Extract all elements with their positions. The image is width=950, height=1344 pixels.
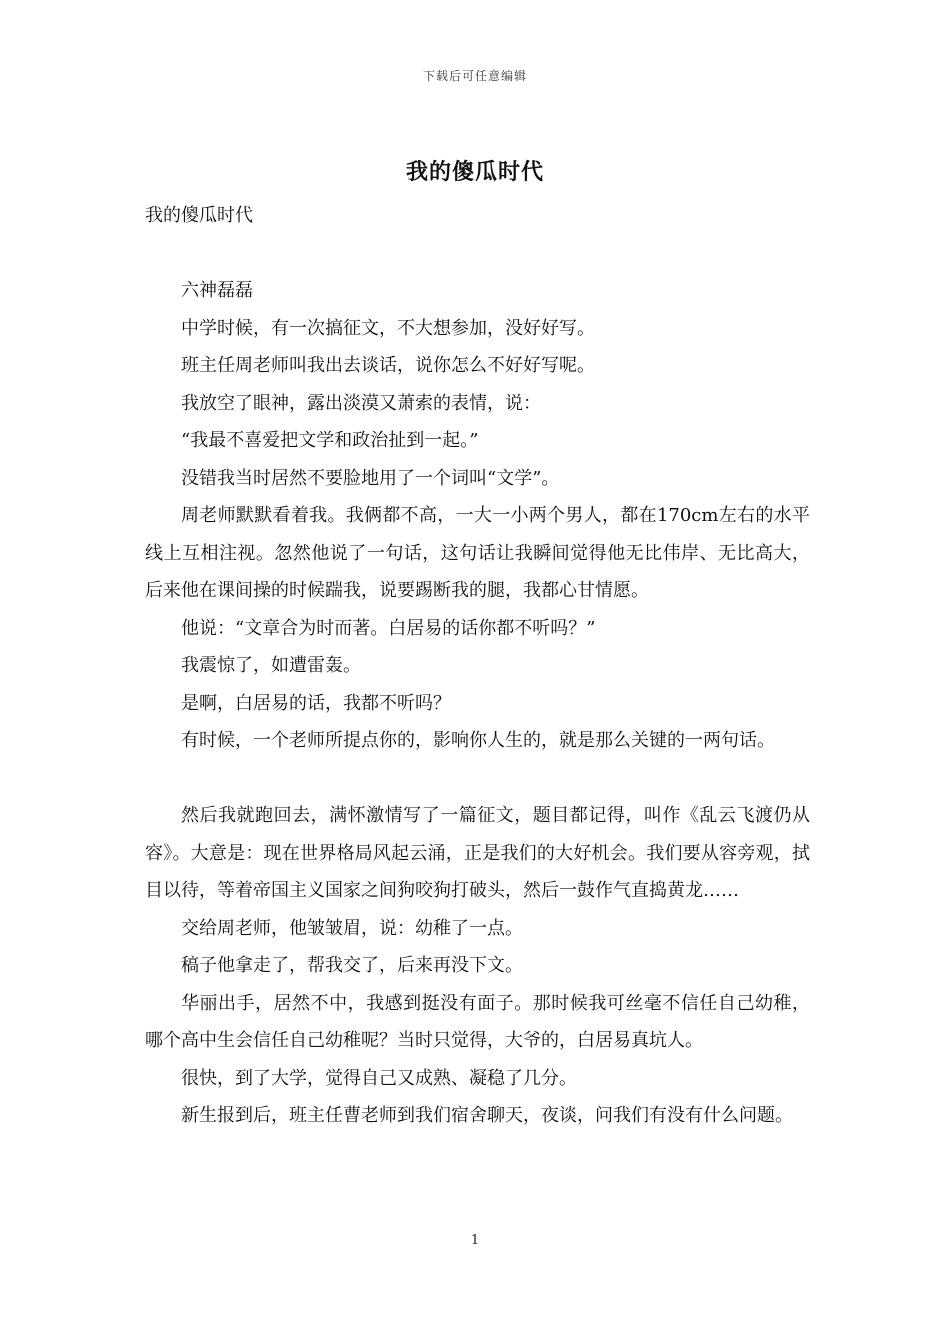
blank-line xyxy=(145,760,810,798)
paragraph: 稿子他拿走了，帮我交了，后来再没下文。 xyxy=(181,955,523,976)
paragraph: 交给周老师，他皱皱眉，说：幼稚了一点。 xyxy=(181,917,523,939)
paragraph: 班主任周老师叫我出去谈话，说你怎么不好好写呢。 xyxy=(181,355,595,376)
page-number: 1 xyxy=(470,1233,480,1248)
header-note: 下载后可任意编辑 xyxy=(422,69,527,83)
paragraph: 是啊，白居易的话，我都不听吗？ xyxy=(181,692,451,714)
paragraph: 有时候，一个老师所提点你的，影响你人生的，就是那么关键的一两句话。 xyxy=(181,730,775,751)
paragraph: 我放空了眼神，露出淡漠又萧索的表情，说： xyxy=(181,392,541,414)
author-name: 六神磊磊 xyxy=(181,280,253,301)
paragraph: 新生报到后，班主任曹老师到我们宿舍聊天，夜谈，问我们有没有什么问题。 xyxy=(181,1105,793,1126)
document-subtitle: 我的傻瓜时代 xyxy=(145,205,253,226)
blank-line xyxy=(145,235,810,273)
paragraph: 没错我当时居然不要脸地用了一个词叫“文学”。 xyxy=(181,467,560,489)
paragraph: 他说：“文章合为时而著。白居易的话你都不听吗？” xyxy=(181,617,596,639)
paragraph: 然后我就跑回去，满怀激情写了一篇征文，题目都记得，叫作《乱云飞渡仍从容》。大意是：现在世界格局风起云涌，正是我们的大好机会。我们要从容旁观，拭目以待，等着帝国主义国家之间狗咬狗打破头，然后一鼓作气直捣黄龙…… xyxy=(145,805,810,901)
paragraph: “我最不喜爱把文学和政治扯到一起。” xyxy=(181,430,479,451)
document-body xyxy=(145,197,810,1135)
paragraph: 中学时候，有一次搞征文，不大想参加，没好好写。 xyxy=(181,317,595,339)
paragraph: 周老师默默看着我。我俩都不高，一大一小两个男人，都在170cm左右的水平线上互相注视。忽然他说了一句话，这句话让我瞬间觉得他无比伟岸、无比高大，后来他在课间操的时候踹我，说要踢断我的腿，我都心甘情愿。 xyxy=(145,505,810,601)
paragraph: 很快，到了大学，觉得自己又成熟、凝稳了几分。 xyxy=(181,1067,577,1089)
paragraph: 华丽出手，居然不中，我感到挺没有面子。那时候我可丝毫不信任自己幼稚，哪个高中生会信任自己幼稚呢？当时只觉得，大爷的，白居易真坑人。 xyxy=(145,992,810,1051)
document-title: 我的傻瓜时代 xyxy=(405,159,544,185)
paragraph: 我震惊了，如遭雷轰。 xyxy=(181,655,361,676)
